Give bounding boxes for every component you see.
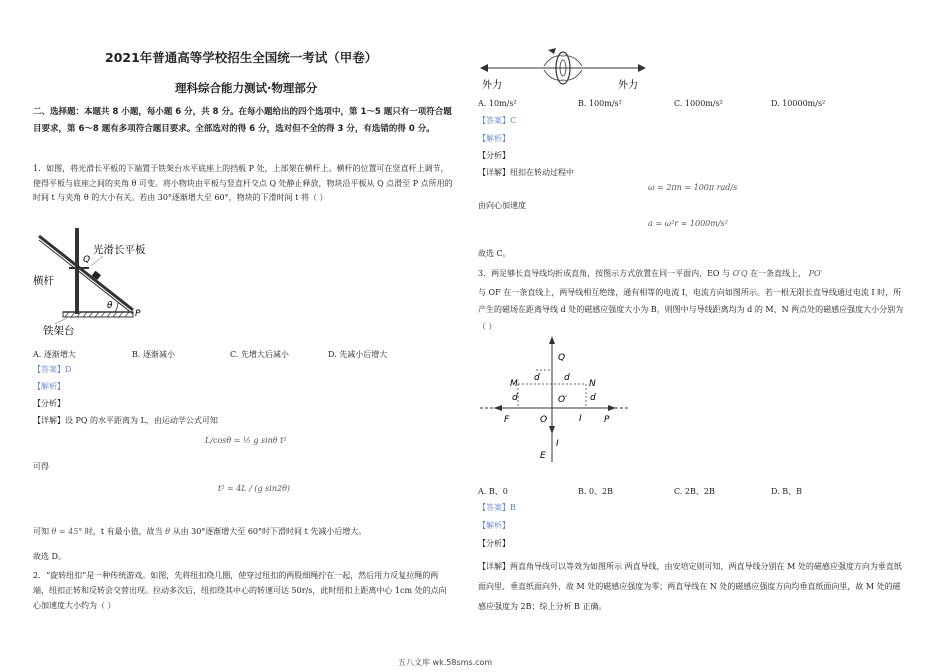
q3-stem-a: 3．两足够长直导线均折成直角，按图示方式放置在同一平面内，EO 与 <box>478 269 731 278</box>
q2-formula-1: ω = 2πn = 100π rad/s <box>648 183 738 192</box>
q1-option-d: D. 先减小后增大 <box>328 350 388 359</box>
q3-figure <box>478 334 638 464</box>
q3-stem-b: 在一条直线上， <box>750 269 807 278</box>
q2-detail: 【详解】纽扣在转动过程中 <box>478 168 574 177</box>
force-left-label: 外力 <box>482 80 502 91</box>
label-d-top-left: d <box>534 373 540 383</box>
q3-answer: 【答案】B <box>478 503 516 512</box>
arrow-down-mid-icon <box>549 426 555 434</box>
q1-formula-1: L/cosθ = ½ g sinθ t² <box>205 436 287 445</box>
q1-conclusion-a: 可知 <box>33 527 49 536</box>
page-title: 2021年普通高等学校招生全国统一考试（甲卷） <box>105 50 378 65</box>
q3-option-c: C. 2B、2B <box>674 487 715 496</box>
q2-fenxi: 【分析】 <box>478 151 510 160</box>
q1-answer: 【答案】D <box>33 365 72 374</box>
q3-stem-c: 与 OF 在一条直线上，两导线相互绝缘，通有相等的电流 I，电流方向如图所示。若一根无限长直导线通过电流 I 时，所产生的磁场在距离导线 d 处的磁感应强度大小为 B，则图中与导线距离均为 d 的 M、N 两点处的磁感应强度大小分别为（ ） <box>478 288 904 331</box>
q2-option-a: A. 10m/s² <box>478 99 517 108</box>
q3-stem-line1 <box>478 268 908 280</box>
label-d-left: d <box>512 393 518 403</box>
q2-formula-2: a = ω²r ≈ 1000m/s² <box>648 219 728 228</box>
label-P: P <box>604 415 610 425</box>
footer-watermark: 五八文库 wk.58sms.com <box>398 658 493 667</box>
q1-kede: 可得 <box>33 462 49 471</box>
arrow-up-icon <box>549 336 555 344</box>
q2-figure <box>478 44 648 92</box>
q1-conclusion <box>33 526 366 538</box>
q1-analysis-tag: 【解析】 <box>33 382 65 391</box>
q1-option-a: A. 逐渐增大 <box>33 350 76 359</box>
arrow-left-icon <box>494 405 502 411</box>
label-plate: 光滑长平板 <box>93 244 146 256</box>
label-P: P <box>135 309 141 319</box>
arrow-right-icon <box>638 64 646 72</box>
label-I-down: I <box>556 439 559 449</box>
q2-stem: 2．“旋转纽扣”是一种传统游戏。如图，先将纽扣绕几圈，使穿过纽扣的两股细绳拧在一起，然后用力反复拉绳的两端，纽扣正转和反转会交替出现。拉动多次后，纽扣绕其中心的转速可达 50r/s，此时纽扣上距离中心 1cm 处的点向心加速度大小约为（ ） <box>33 571 447 610</box>
q2-analysis-tag: 【解析】 <box>478 134 510 143</box>
q1-choice: 故选 D。 <box>33 552 66 561</box>
q1-figure <box>33 226 173 338</box>
q3-option-a: A. B、0 <box>478 487 508 496</box>
label-d-top-right: d <box>564 373 570 383</box>
label-d-right: d <box>590 393 596 403</box>
base-stand <box>63 312 133 317</box>
label-O: O <box>540 415 548 425</box>
q2-line2: 由向心加速度 <box>478 201 526 210</box>
q1-conclusion-b: 时，t 有最小值，故当 <box>84 527 163 536</box>
label-N: N <box>589 379 596 389</box>
q1-conclusion-theta: θ <box>165 527 171 536</box>
q1-conclusion-formula: θ = 45° <box>51 527 83 536</box>
q3-fenxi: 【分析】 <box>478 539 510 548</box>
q2-option-c: C. 1000m/s² <box>674 99 723 108</box>
label-E: E <box>540 451 546 461</box>
q3-stem-po: PO′ <box>808 269 823 278</box>
q1-stem: 1．如图，将光滑长平板的下端置于铁架台水平底座上的挡板 P 处，上部架在横杆上。横杆的位置可在竖直杆上调节，使得平板与底座之间的夹角 θ 可变。将小物块由平板与竖直杆交点 Q 处静止释放，物块沿平板从 Q 点滑至 P 点所用的时间 t 与夹角 θ 的大小有关。若由 30°逐渐增大至 60°，物块的下滑时间 t 将（ ） <box>33 164 453 202</box>
q3-option-b: B. 0、2B <box>578 487 614 496</box>
arrow-in-icon <box>608 405 616 411</box>
section-heading: 二、选择题：本题共 8 小题，每小题 6 分，共 8 分。在每小题给出的四个选项中，第 1～5 题只有一项符合题目要求，第 6～8 题有多项符合题目要求。全部选对的得 6 分，选对但不全的得 3 分，有选错的得 0 分。 <box>33 107 452 134</box>
label-I-right: I <box>579 414 582 424</box>
q1-detail: 【详解】设 PQ 的水平距离为 L，由运动学公式可知 <box>33 416 218 425</box>
q3-option-d: D. B、B <box>771 487 802 496</box>
q3-stem-oq: O′Q <box>732 269 748 278</box>
q3-analysis-tag: 【解析】 <box>478 521 510 530</box>
arrow-left-icon <box>480 64 488 72</box>
q1-fenxi: 【分析】 <box>33 399 65 408</box>
q2-option-d: D. 10000m/s² <box>771 99 826 108</box>
q2-option-b: B. 100m/s² <box>578 99 622 108</box>
label-O-prime: O′ <box>558 395 568 405</box>
label-F: F <box>504 415 510 425</box>
theta-arc <box>115 302 118 312</box>
q2-answer: 【答案】C <box>478 116 517 125</box>
label-theta: θ <box>107 301 113 311</box>
q1-formula-2: t² = 4L / (g sin2θ) <box>218 484 291 493</box>
label-crossbar: 横杆 <box>33 275 54 287</box>
label-Q: Q <box>83 255 91 265</box>
q1-option-b: B. 逐渐减小 <box>132 350 175 359</box>
q1-conclusion-c: 从由 30°逐渐增大至 60°时下滑时间 t 先减小后增大。 <box>172 527 367 536</box>
q2-choice: 故选 C。 <box>478 249 511 258</box>
label-Q: Q <box>558 353 566 363</box>
page-subtitle: 理科综合能力测试·物理部分 <box>175 81 318 95</box>
q3-detail: 【详解】两直角导线可以等效为如图所示 两直导线，由安培定则可知，两直导线分别在 M 处的磁感应强度方向为垂直纸面向里、垂直纸面向外，故 M 处的磁感应强度为零；两直导线在 N 处的磁感应强度方向均垂直纸面向里，故 M 处的磁感应强度为 2B；综上分析 B 正确。 <box>478 562 902 611</box>
rotation-arrow-icon <box>548 48 556 54</box>
label-M: M <box>510 379 518 389</box>
q1-option-c: C. 先增大后减小 <box>230 350 289 359</box>
force-right-label: 外力 <box>618 80 638 91</box>
label-stand: 铁架台 <box>43 325 75 337</box>
